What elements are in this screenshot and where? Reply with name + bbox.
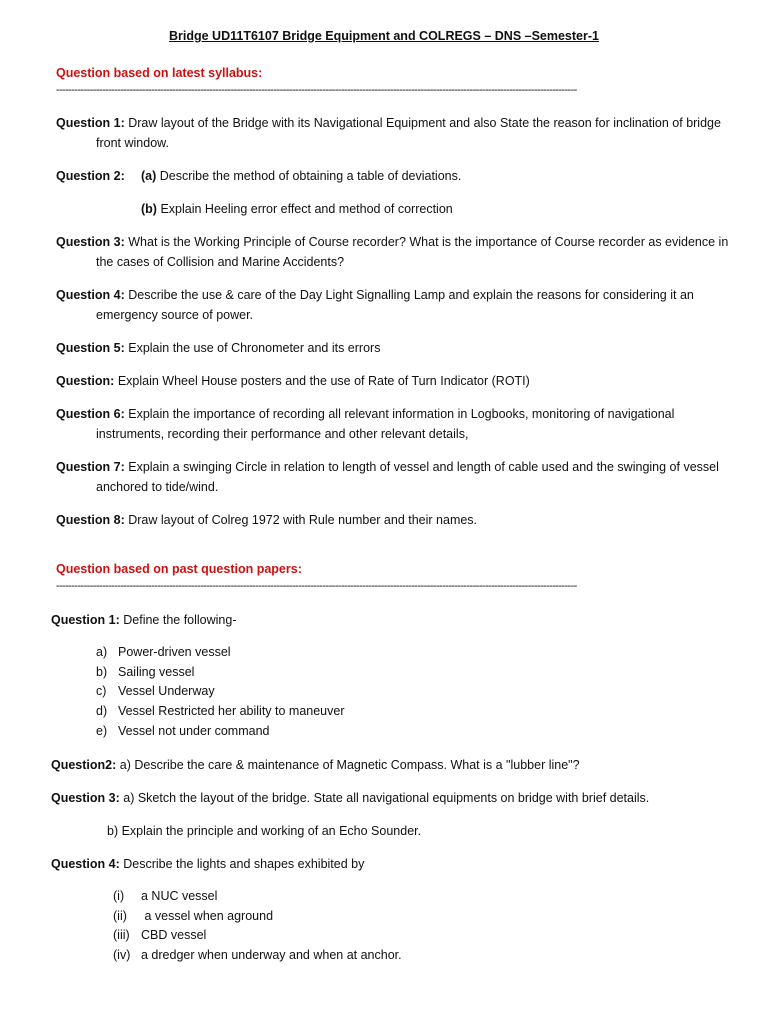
question-text: Explain Wheel House posters and the use of Rate of Turn Indicator (ROTI) (114, 374, 530, 388)
question-text-continued: anchored to tide/wind. (96, 480, 219, 494)
lights-shapes-list (113, 887, 402, 966)
question-text: What is the Working Principle of Course recorder? What is the importance of Course recorder as evidence in (124, 235, 729, 249)
latest-question-8 (56, 510, 738, 530)
list-marker: a) (96, 645, 108, 659)
part-label: (a) (141, 169, 157, 183)
question-label: Question 4: (51, 857, 120, 871)
latest-question-2-part-a (141, 166, 461, 186)
question-text-continued: emergency source of power. (96, 308, 254, 322)
list-item-text: a NUC vessel (141, 889, 218, 903)
question-text: Explain the use of Chronometer and its errors (124, 341, 381, 355)
list-item-text: CBD vessel (141, 928, 207, 943)
question-label: Question 5: (56, 341, 125, 355)
part-text: Describe the method of obtaining a table of deviations. (156, 169, 462, 183)
question-text-continued: instruments, recording their performance and other relevant details, (96, 427, 469, 441)
question-text: Describe the use & care of the Day Light Signalling Lamp and explain the reasons for considering it an (124, 288, 694, 302)
list-item-text: Vessel Restricted her ability to maneuver (118, 704, 345, 719)
question-text: Draw layout of the Bridge with its Navigational Equipment and also State the reason for inclination of bridge (124, 116, 721, 130)
list-marker: e) (96, 723, 108, 738)
question-text-continued: the cases of Collision and Marine Accidents? (96, 255, 345, 269)
latest-question-5 (56, 338, 738, 358)
past-question-4 (51, 854, 741, 874)
question-label: Question 1: (51, 613, 120, 627)
question-label: Question2: (51, 758, 117, 772)
page-title: Bridge UD11T6107 Bridge Equipment and COLREGS – DNS –Semester-1 (169, 29, 599, 43)
question-label: Question 8: (56, 513, 125, 527)
list-marker: d) (96, 704, 108, 719)
section-heading-latest: Question based on latest syllabus: (56, 66, 263, 80)
list-item (113, 887, 402, 907)
past-question-3 (51, 788, 741, 808)
list-item-text: Vessel Underway (118, 684, 215, 699)
list-item (96, 682, 345, 702)
question-text-continued: front window. (96, 136, 169, 150)
past-question-1 (51, 610, 741, 630)
list-marker: (iii) (113, 928, 130, 943)
list-item-text: a vessel when aground (141, 908, 274, 923)
question-label: Question 3: (56, 235, 125, 249)
question-label: Question: (56, 374, 115, 388)
list-item (113, 926, 402, 946)
list-item (96, 643, 345, 663)
question-text: Define the following- (119, 613, 237, 627)
latest-question-2-part-b (141, 199, 453, 219)
list-item-text: Vessel not under command (118, 723, 270, 738)
question-label: Question 3: (51, 791, 120, 805)
question-text: a) Describe the care & maintenance of Magnetic Compass. What is a "lubber line"? (116, 758, 580, 772)
question-text: a) Sketch the layout of the bridge. State all navigational equipments on bridge with brief details. (119, 791, 650, 805)
latest-question-7 (56, 457, 738, 497)
latest-question-1 (56, 113, 738, 153)
section-divider-latest: -------------------------------------------------------------------------------------------------------------------------------------------------------------------------- (56, 84, 577, 96)
past-question-2 (51, 755, 741, 775)
latest-question-4 (56, 285, 738, 325)
list-item (113, 946, 402, 966)
question-label: Question 6: (56, 407, 125, 421)
part-text: Explain Heeling error effect and method of correction (156, 202, 453, 216)
question-text: Explain a swinging Circle in relation to length of vessel and length of cable used and the swinging of vessel (124, 460, 719, 474)
question-label: Question 7: (56, 460, 125, 474)
list-item (96, 722, 345, 742)
list-item (113, 907, 402, 927)
question-label: Question 1: (56, 116, 125, 130)
section-divider-past: -------------------------------------------------------------------------------------------------------------------------------------------------------------------------- (56, 580, 577, 592)
list-item (96, 702, 345, 722)
list-marker: c) (96, 684, 107, 699)
question-text: Explain the importance of recording all relevant information in Logbooks, monitoring of navigational (124, 407, 675, 421)
latest-question-roti (56, 371, 738, 391)
latest-question-6 (56, 404, 738, 444)
section-heading-past: Question based on past question papers: (56, 562, 302, 576)
question-text: Describe the lights and shapes exhibited by (119, 857, 365, 871)
question-label: Question 4: (56, 288, 125, 302)
list-item-text: a dredger when underway and when at anchor. (141, 948, 402, 963)
question-label: Question 2: (56, 169, 125, 183)
list-item-text: Power-driven vessel (118, 645, 231, 659)
list-marker: (i) (113, 889, 125, 903)
list-marker: b) (96, 664, 108, 679)
list-item-text: Sailing vessel (118, 664, 195, 679)
list-marker: (iv) (113, 948, 131, 963)
question-text: Draw layout of Colreg 1972 with Rule number and their names. (124, 513, 478, 527)
list-marker: (ii) (113, 908, 127, 923)
part-label: (b) (141, 202, 157, 216)
definition-list (96, 643, 345, 741)
past-question-3-part-b: b) Explain the principle and working of an Echo Sounder. (107, 824, 422, 838)
list-item (96, 663, 345, 683)
latest-question-3 (56, 232, 738, 272)
